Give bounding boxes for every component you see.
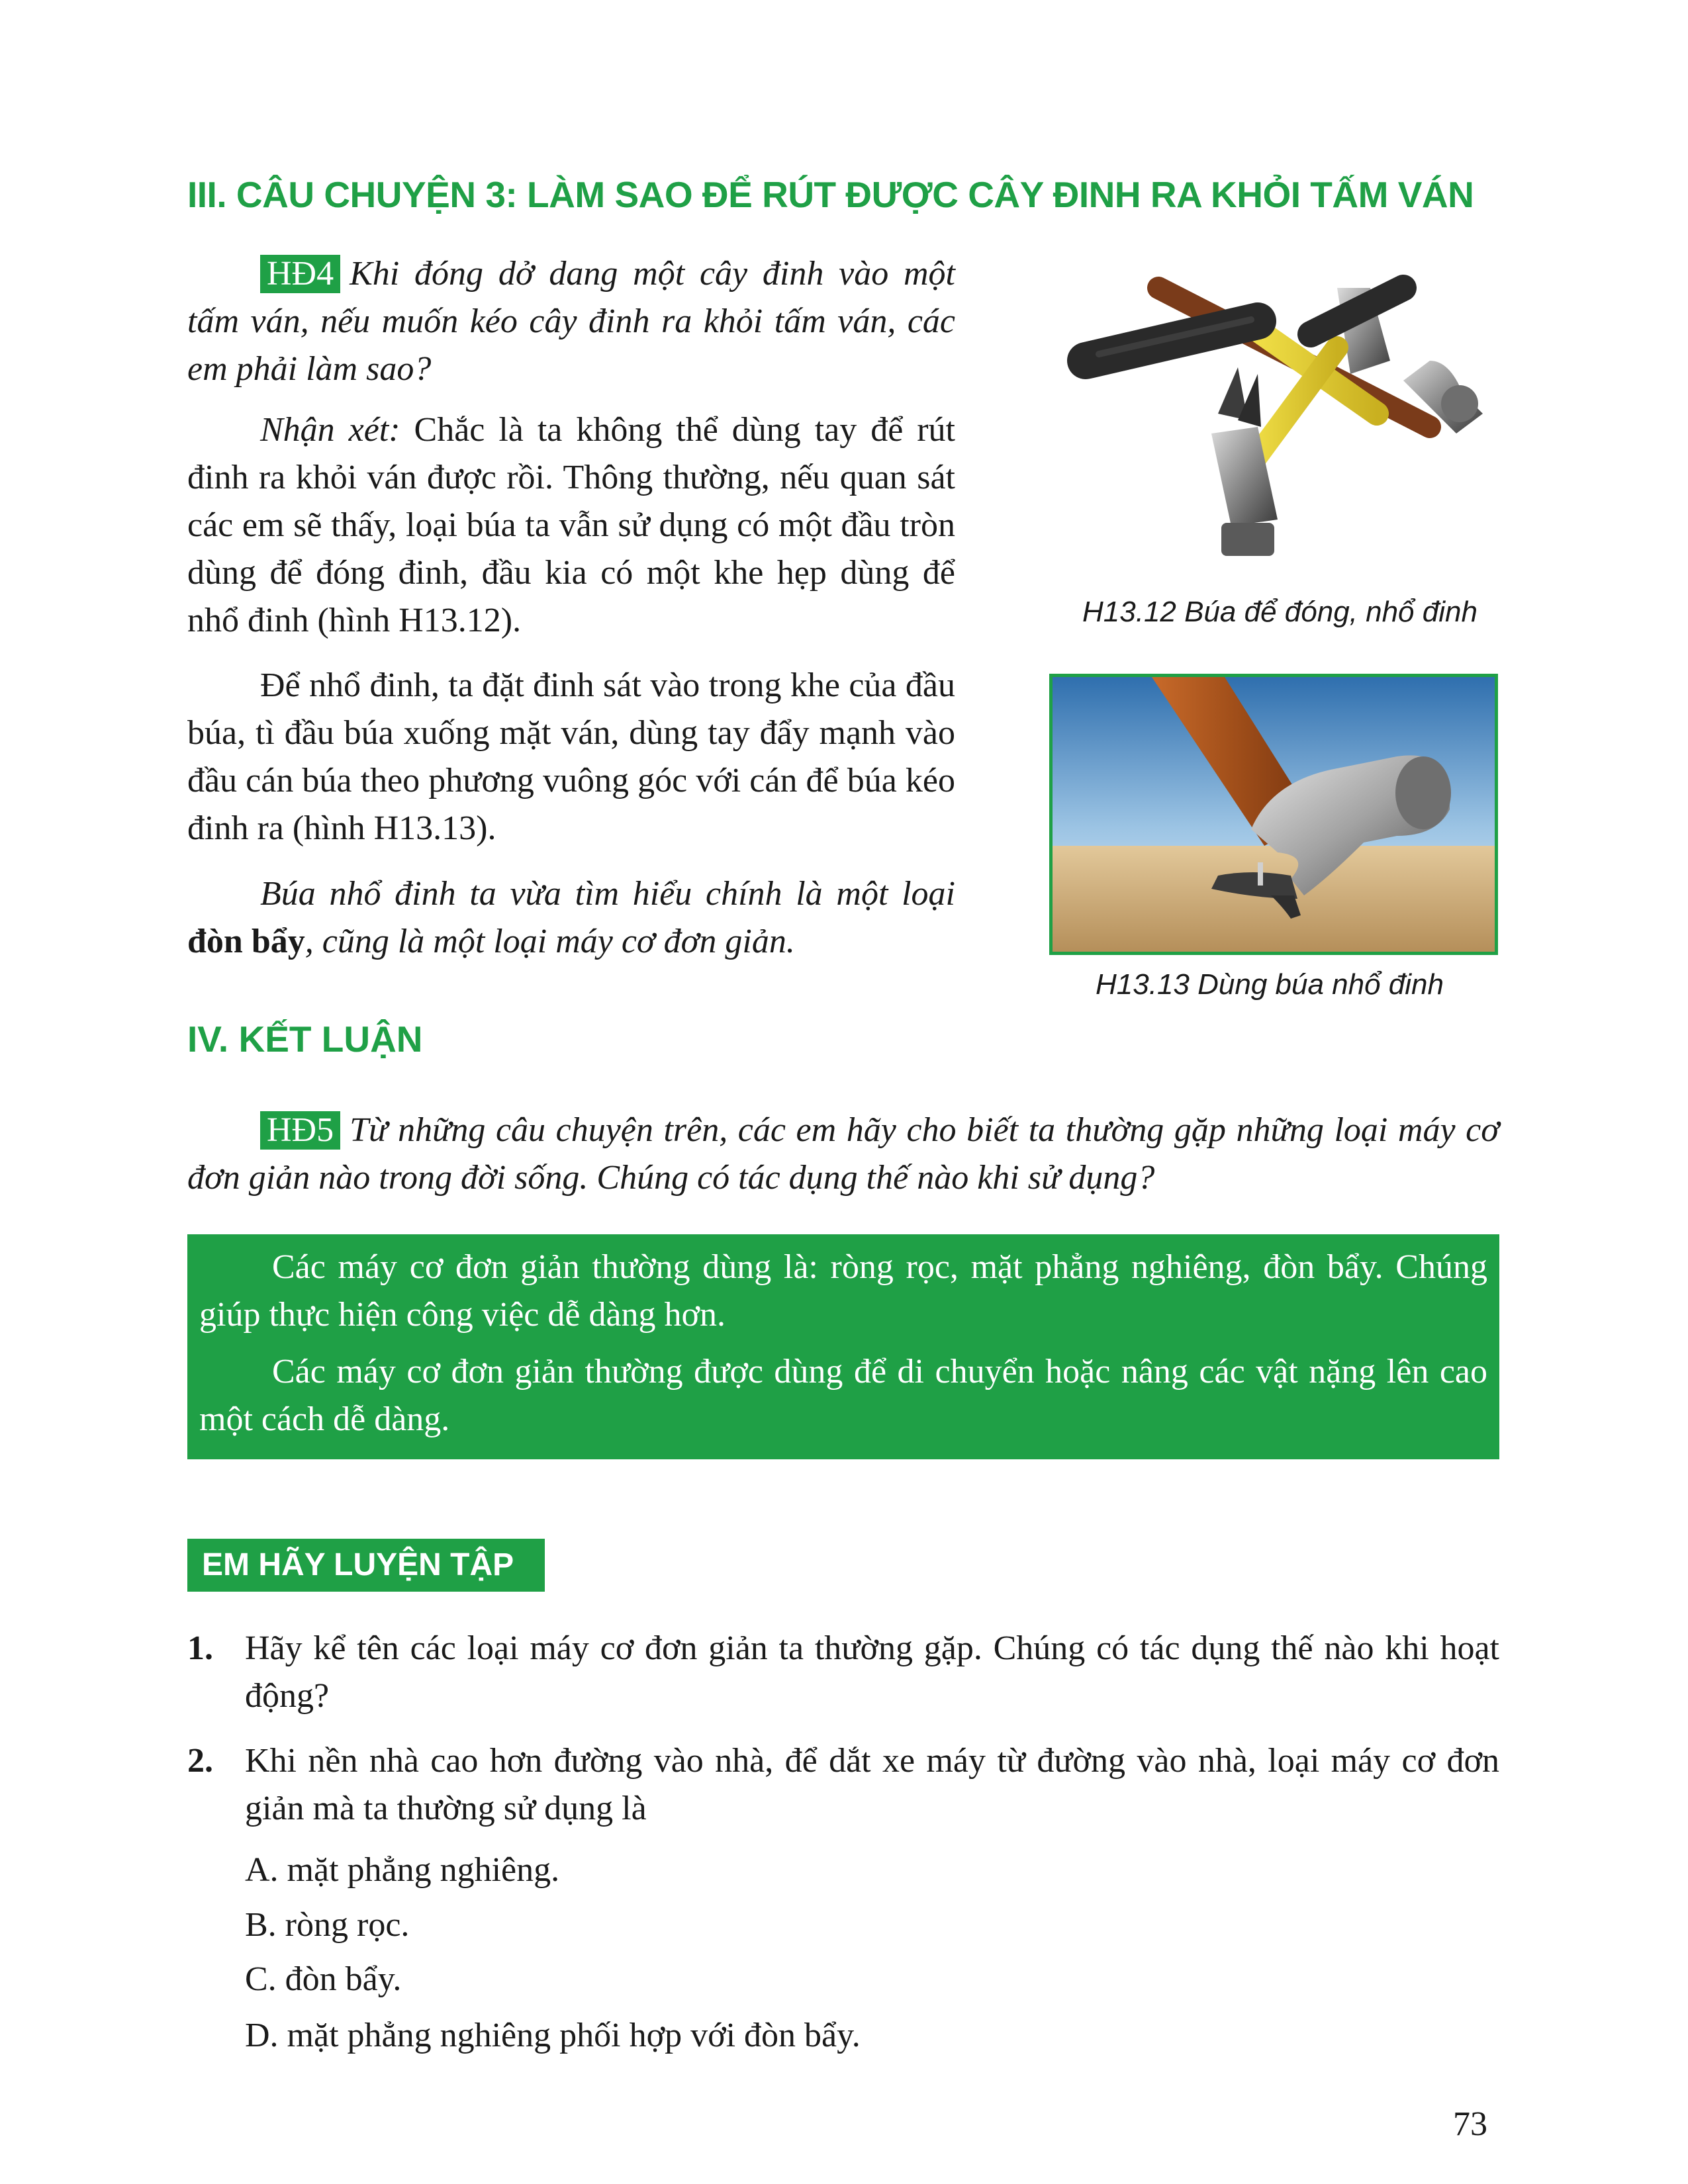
hd4-text: Khi đóng dở dang một cây đinh vào một tấm ván, nếu muốn kéo cây đinh ra khỏi tấm ván, các em phải làm sao? (187, 255, 955, 388)
hammer-pulling-nail-image (1049, 674, 1498, 955)
question-2-number: 2. (187, 1742, 213, 1780)
figure-1-caption: H13.12 Búa để đóng, nhổ đinh (1082, 596, 1477, 628)
question-1-text: Hãy kể tên các loại máy cơ đơn giản ta thường gặp. Chúng có tác dụng thế nào khi hoạt động? (245, 1629, 1499, 1715)
lever-bold: đòn bẩy (187, 923, 305, 960)
crossed-hammers-image (1059, 261, 1496, 592)
hd5-text: Từ những câu chuyện trên, các em hãy cho biết ta thường gặp những loại máy cơ đơn giản nào trong đời sống. Chúng có tác dụng thế nào khi sử dụng? (187, 1111, 1499, 1197)
conclusion-paragraph-2: Các máy cơ đơn giản thường được dùng để di chuyển hoặc nâng các vật nặng lên cao một cách dễ dàng. (199, 1353, 1487, 1438)
question-1 (187, 1625, 1499, 1720)
remark-label: Nhận xét: (260, 411, 400, 449)
pull-nail-paragraph: Để nhổ đinh, ta đặt đinh sát vào trong khe của đầu búa, tì đầu búa xuống mặt ván, dùng tay đẩy mạnh vào đầu cán búa theo phương vuông góc với cán để búa kéo đinh ra (hình H13.13). (187, 666, 955, 847)
practice-heading: EM HÃY LUYỆN TẬP (187, 1539, 545, 1592)
question-2-text: Khi nền nhà cao hơn đường vào nhà, để dắt xe máy từ đường vào nhà, loại máy cơ đơn giản mà ta thường sử dụng là (245, 1742, 1499, 1827)
hd5-paragraph (187, 1107, 1499, 1202)
conclusion-box (187, 1234, 1499, 1459)
figure-2-caption: H13.13 Dùng búa nhổ đinh (1096, 968, 1444, 1001)
option-d: D. mặt phẳng nghiêng phối hợp với đòn bẩy. (245, 2017, 861, 2054)
hd4-paragraph (187, 250, 955, 393)
question-1-number: 1. (187, 1629, 213, 1667)
option-b: B. ròng rọc. (245, 1906, 410, 1944)
lever-text-2: , cũng là một loại máy cơ đơn giản. (305, 923, 795, 960)
conclusion-paragraph-1: Các máy cơ đơn giản thường dùng là: ròng rọc, mặt phẳng nghiêng, đòn bẩy. Chúng giúp thực hiện công việc dễ dàng hơn. (199, 1248, 1487, 1334)
remark-paragraph (187, 406, 955, 645)
lever-text-1: Búa nhổ đinh ta vừa tìm hiểu chính là một loại (260, 875, 955, 913)
question-2 (187, 1737, 1499, 1833)
hd5-tag: HĐ5 (260, 1111, 340, 1150)
hd4-tag: HĐ4 (260, 255, 340, 293)
option-a: A. mặt phẳng nghiêng. (245, 1851, 560, 1889)
section-3-heading: III. CÂU CHUYỆN 3: LÀM SAO ĐỂ RÚT ĐƯỢC CÂY ĐINH RA KHỎI TẤM VÁN (187, 174, 1474, 215)
section-4-heading: IV. KẾT LUẬN (187, 1019, 423, 1060)
lever-paragraph (187, 870, 955, 966)
option-c: C. đòn bẩy. (245, 1960, 402, 1998)
page-number: 73 (1453, 2105, 1487, 2143)
remark-text: Chắc là ta không thể dùng tay để rút đinh ra khỏi ván được rồi. Thông thường, nếu quan sát các em sẽ thấy, loại búa ta vẫn sử dụng có một đầu tròn dùng để đóng đinh, đầu kia có một khe hẹp dùng để nhổ đinh (hình H13.12). (187, 411, 956, 639)
